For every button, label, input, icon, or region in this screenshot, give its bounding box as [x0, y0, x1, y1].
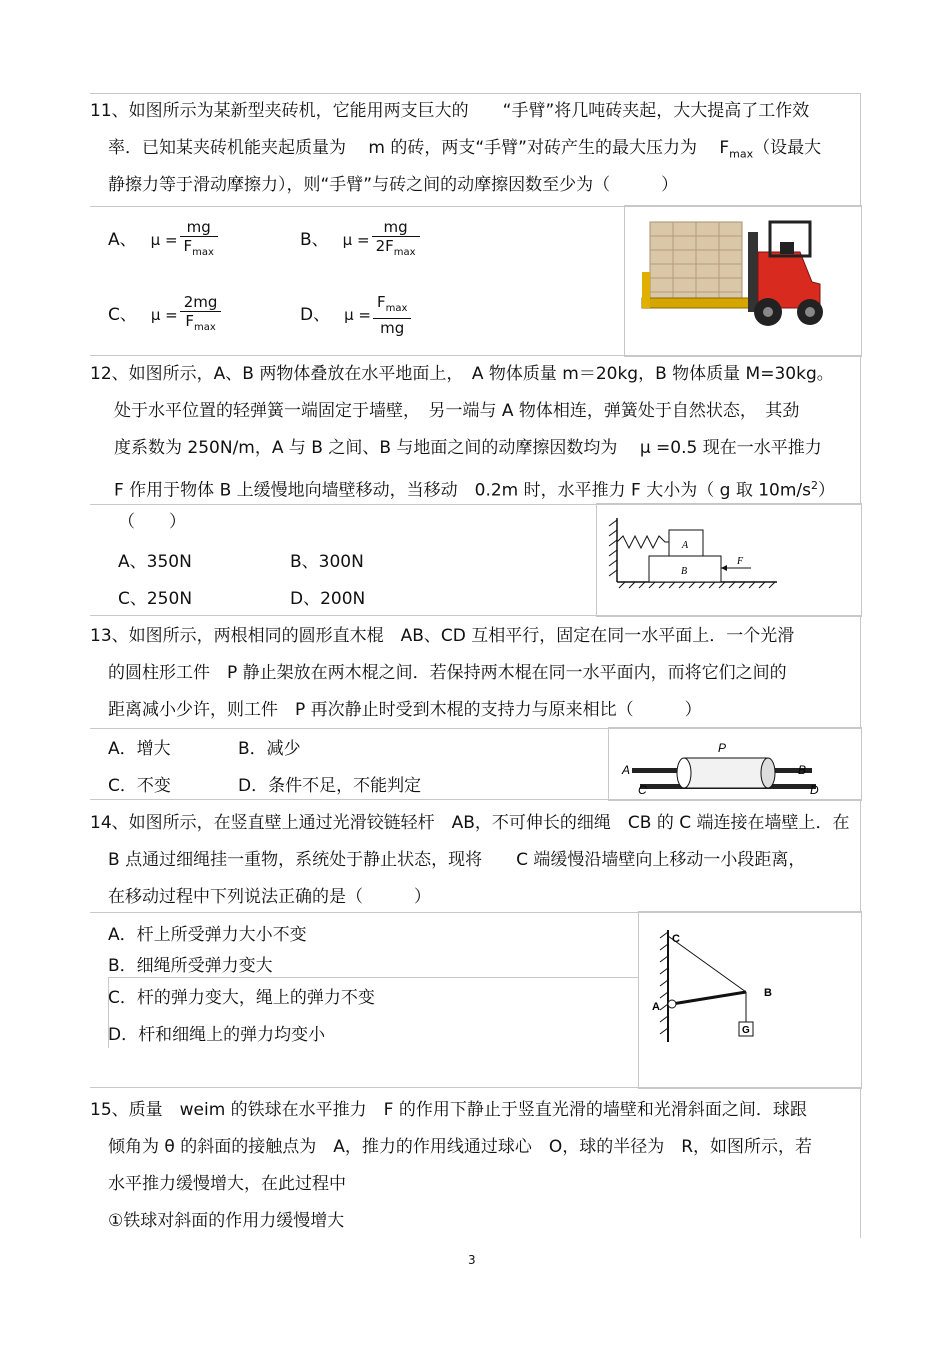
den-sub: max: [194, 322, 216, 333]
fraction: [180, 218, 218, 262]
option-label: D、: [300, 305, 331, 325]
block-a-label: A: [682, 540, 689, 551]
clamp-arm: [642, 298, 750, 308]
q12-line-1: 12、如图所示，A、B 两物体叠放在水平地面上， A 物体质量 m＝20kg，B 物体质量 M=30kg。: [90, 364, 834, 384]
spring: [617, 536, 669, 548]
den-main: F: [185, 312, 195, 330]
q15-line-2: 倾角为 θ 的斜面的接触点为 A，推力的作用线通过球心 O，球的半径为 R，如图所示，若: [108, 1137, 813, 1157]
q12-close: ）: [818, 480, 836, 501]
label-p: P: [718, 741, 727, 755]
q13-option-c: C．不变: [108, 776, 171, 796]
hinge-a: [668, 1000, 676, 1008]
q12-option-d: D、200N: [290, 589, 366, 609]
q12-option-b: B、300N: [290, 552, 364, 572]
q11-option-c: [108, 293, 221, 337]
den-sub: max: [393, 247, 416, 258]
den-sub: max: [192, 247, 214, 258]
label-d: D: [810, 783, 819, 796]
numerator: [373, 293, 411, 319]
block-b-label: B: [681, 566, 688, 577]
label-b: B: [798, 763, 807, 777]
q13-line-1: 13、如图所示，两根相同的圆形直木棍 AB、CD 互相平行，固定在同一水平面上．一个光滑: [90, 626, 795, 646]
q13-option-b: B．减少: [238, 739, 301, 759]
q14-option-c: C．杆的弹力变大，绳上的弹力不变: [108, 988, 375, 1008]
q11-line-3: 静擦力等于滑动摩擦力），则“手臂”与砖之间的动摩擦因数至少为（ ）: [108, 175, 679, 195]
label-c: C: [638, 783, 647, 796]
cylinder-p: [677, 758, 775, 788]
q15-line-3: 水平推力缓慢增大，在此过程中: [108, 1174, 346, 1194]
num-main: F: [376, 293, 386, 311]
forklift-brick-image: [630, 212, 855, 348]
q12-line-4: [114, 475, 835, 502]
mu-symbol: μ =: [150, 231, 178, 249]
numerator: mg: [372, 218, 420, 237]
fraction: [180, 293, 222, 337]
label-c: C: [672, 933, 680, 945]
page-number: 3: [468, 1253, 476, 1267]
mu-symbol: μ =: [344, 306, 371, 324]
q11-option-d: [300, 293, 411, 337]
denominator: [180, 237, 218, 262]
den-main: 2F: [375, 237, 394, 255]
q13-line-2: 的圆柱形工件 P 静止架放在两木棍之间．若保持两木棍在同一水平面内，而将它们之间的: [108, 663, 787, 683]
q12-line-3: 度系数为 250N/m，A 与 B 之间、B 与地面之间的动摩擦因数均为 μ =0.5 现在一水平推力: [114, 438, 822, 458]
label-g: G: [742, 1025, 750, 1036]
q11-line-2-text: 率．已知某夹砖机能夹起质量为 m 的砖，两支“手臂”对砖产生的最大压力为 F: [108, 138, 730, 158]
clamp-plate-left: [642, 272, 650, 308]
option-label: B、: [300, 230, 329, 250]
spring-blocks-diagram: [605, 512, 785, 598]
q11-fmax-sub: max: [729, 147, 754, 161]
q11-option-a: [108, 218, 218, 262]
brick-stack: [650, 222, 742, 304]
q12-line-2: 处于水平位置的轻弹簧一端固定于墙壁， 另一端与 A 物体相连，弹簧处于自然状态， 其劲: [114, 401, 800, 421]
q14-option-a: A．杆上所受弹力大小不变: [108, 925, 307, 945]
q11-line-1: 11、如图所示为某新型夹砖机，它能用两支巨大的 “手臂”将几吨砖夹起，大大提高了工作效: [90, 101, 810, 121]
option-label: C、: [108, 305, 137, 325]
label-b: B: [764, 987, 772, 999]
q11-line-2-tail: （设最大: [753, 138, 822, 158]
label-a: A: [622, 763, 631, 777]
q15-line-1: 15、质量 weim 的铁球在水平推力 F 的作用下静止于竖直光滑的墙壁和光滑斜面之间．球跟: [90, 1100, 807, 1120]
q13-line-3: 距离减小少许，则工件 P 再次静止时受到木棍的支持力与原来相比（ ）: [108, 700, 702, 720]
num-sub: max: [385, 303, 408, 314]
den-main: F: [183, 237, 193, 255]
q14-line-3: 在移动过程中下列说法正确的是（ ）: [108, 887, 431, 907]
fraction: [373, 293, 411, 337]
denominator: [372, 237, 420, 262]
cylinder-rods-diagram: [618, 736, 828, 796]
q13-option-a: A．增大: [108, 739, 171, 759]
q14-line-1: 14、如图所示，在竖直壁上通过光滑铰链轻杆 AB，不可伸长的细绳 CB 的 C 端连接在墙壁上．在: [90, 813, 850, 833]
numerator: 2mg: [180, 293, 222, 312]
q11-line-2: [108, 137, 821, 165]
label-a: A: [652, 1001, 660, 1013]
q12-sup: 2: [811, 479, 819, 492]
numerator: mg: [180, 218, 218, 237]
q15-line-4: ①铁球对斜面的作用力缓慢增大: [108, 1211, 345, 1231]
mu-symbol: μ =: [150, 306, 178, 324]
fraction: [372, 218, 420, 262]
rod-rope-diagram: [646, 922, 786, 1046]
q12-line-4-text: F 作用于物体 B 上缓慢地向墙壁移动，当移动 0.2m 时，水平推力 F 大小为（ g 取 10m/s: [114, 480, 812, 501]
denominator: [180, 312, 222, 337]
q14-option-b: B．细绳所受弹力变大: [108, 956, 273, 976]
q12-option-a: A、350N: [118, 552, 192, 572]
q13-option-d: D．条件不足，不能判定: [238, 776, 422, 796]
option-label: A、: [108, 230, 137, 250]
denominator: mg: [380, 319, 405, 337]
q14-line-2: B 点通过细绳挂一重物，系统处于静止状态，现将 C 端缓慢沿墙壁向上移动一小段距离，: [108, 850, 806, 870]
q11-option-b: [300, 218, 420, 262]
q14-option-d: D．杆和细绳上的弹力均变小: [108, 1025, 326, 1045]
forklift-body: [748, 222, 820, 312]
force-label: F: [737, 556, 744, 567]
q12-line-5: （ ）: [118, 512, 186, 532]
q12-option-c: C、250N: [118, 589, 193, 609]
rod-ab: [672, 992, 746, 1004]
mu-symbol: μ =: [342, 231, 370, 249]
